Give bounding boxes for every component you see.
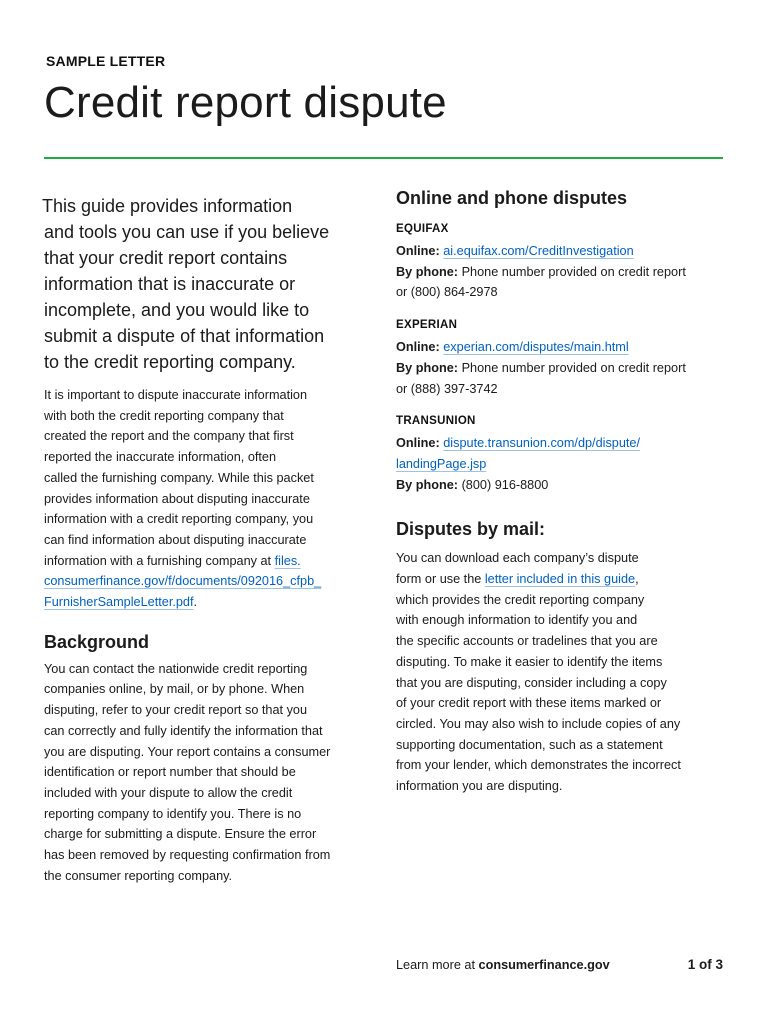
right-column bbox=[396, 188, 731, 797]
transunion-online-link[interactable]: landingPage.jsp bbox=[396, 456, 487, 471]
mail-line: disputing. To make it easier to identify the items bbox=[396, 654, 663, 669]
background-line: disputing, refer to your credit report so that you bbox=[44, 703, 308, 718]
online-label: Online: bbox=[396, 436, 440, 451]
mail-line: supporting documentation, such as a statement bbox=[396, 737, 663, 752]
mail-line: information you are disputing. bbox=[396, 779, 563, 794]
intro-line: can find information about disputing inaccurate bbox=[44, 532, 307, 547]
furnisher-letter-link[interactable]: files. bbox=[274, 553, 301, 568]
background-line: has been removed by requesting confirmation from bbox=[44, 848, 331, 863]
mail-paragraph bbox=[396, 548, 731, 796]
background-line: identification or report number that should be bbox=[44, 765, 296, 780]
background-line: included with your dispute to allow the credit bbox=[44, 785, 293, 800]
equifax-phone-number: or (800) 864-2978 bbox=[396, 285, 498, 300]
lead-line: and tools you can use if you believe bbox=[44, 222, 330, 242]
title-divider bbox=[44, 157, 723, 159]
intro-paragraph bbox=[44, 385, 374, 613]
equifax-label: EQUIFAX bbox=[396, 223, 449, 235]
online-phone-heading: Online and phone disputes bbox=[396, 188, 628, 208]
background-line: reporting company to identify you. There is no bbox=[44, 806, 302, 821]
mail-line: from your lender, which demonstrates the incorrect bbox=[396, 758, 681, 773]
background-paragraph bbox=[44, 659, 374, 887]
experian-label: EXPERIAN bbox=[396, 319, 458, 332]
letter-in-guide-link[interactable]: letter included in this guide bbox=[484, 572, 636, 587]
transunion-online-row bbox=[396, 433, 731, 454]
background-line: the consumer reporting company. bbox=[44, 868, 233, 883]
mail-line: You can download each company’s dispute bbox=[396, 551, 639, 566]
left-column bbox=[44, 193, 374, 886]
transunion-phone-row bbox=[396, 475, 731, 496]
intro-line: information with a furnishing company at bbox=[44, 553, 275, 568]
transunion-label: TRANSUNION bbox=[396, 415, 476, 428]
online-label: Online: bbox=[396, 340, 440, 355]
eyebrow-label: SAMPLE LETTER bbox=[46, 53, 166, 69]
lead-line: that your credit report contains bbox=[44, 248, 288, 268]
mail-line: of your credit report with these items marked or bbox=[396, 696, 662, 711]
online-label: Online: bbox=[396, 244, 440, 258]
page-number: 1 of 3 bbox=[687, 957, 723, 972]
experian-online-link[interactable]: experian.com/disputes/main.html bbox=[443, 340, 629, 355]
lead-line: information that is inaccurate or bbox=[44, 274, 296, 294]
background-line: companies online, by mail, or by phone. When bbox=[44, 682, 305, 697]
background-line: You can contact the nationwide credit reporting bbox=[44, 661, 308, 676]
intro-link-line bbox=[44, 592, 374, 613]
background-line: charge for submitting a dispute. Ensure the error bbox=[44, 827, 317, 842]
furnisher-letter-link[interactable]: FurnisherSampleLetter.pdf bbox=[44, 595, 194, 610]
experian-phone-number: or (888) 397-3742 bbox=[396, 381, 498, 396]
equifax-online-row bbox=[396, 241, 731, 262]
intro-line: It is important to dispute inaccurate information bbox=[44, 388, 308, 402]
experian-phone-text: Phone number provided on credit report bbox=[461, 360, 686, 375]
intro-line: reported the inaccurate information, often bbox=[44, 450, 277, 465]
intro-line-with-link bbox=[44, 551, 374, 572]
intro-line: provides information about disputing inaccurate bbox=[44, 491, 310, 506]
footer-learn-more bbox=[396, 958, 610, 972]
equifax-phone-row bbox=[396, 262, 731, 283]
intro-line: called the furnishing company. While this packet bbox=[44, 470, 314, 485]
mail-line: that you are disputing, consider including a copy bbox=[396, 675, 667, 690]
background-line: you are disputing. Your report contains a consumer bbox=[44, 744, 331, 759]
background-line: can correctly and fully identify the information that bbox=[44, 723, 323, 738]
transunion-online-row-2 bbox=[396, 454, 731, 475]
phone-label: By phone: bbox=[396, 477, 459, 492]
mail-line: the specific accounts or tradelines that you are bbox=[396, 634, 658, 649]
lead-line: to the credit reporting company. bbox=[44, 352, 296, 372]
phone-label: By phone: bbox=[396, 264, 459, 279]
lead-line: incomplete, and you would like to bbox=[44, 300, 310, 320]
intro-link-line bbox=[44, 571, 374, 592]
intro-line: with both the credit reporting company that bbox=[44, 408, 284, 423]
mail-comma: , bbox=[635, 572, 639, 587]
mail-line: with enough information to identify you and bbox=[396, 613, 638, 628]
equifax-phone-text: Phone number provided on credit report bbox=[461, 264, 686, 279]
phone-label: By phone: bbox=[396, 360, 459, 375]
intro-line: information with a credit reporting company, you bbox=[44, 512, 314, 527]
lead-line: This guide provides information bbox=[42, 196, 293, 216]
transunion-online-link[interactable]: dispute.transunion.com/dp/dispute/ bbox=[443, 436, 641, 451]
mail-line: form or use the bbox=[396, 572, 485, 587]
background-heading: Background bbox=[44, 631, 150, 652]
mail-line: circled. You may also wish to include copies of any bbox=[396, 716, 681, 731]
transunion-phone-number: (800) 916-8800 bbox=[461, 477, 549, 492]
lead-line: submit a dispute of that information bbox=[44, 326, 325, 346]
intro-period: . bbox=[193, 595, 198, 610]
mail-heading: Disputes by mail: bbox=[396, 519, 546, 540]
lead-paragraph bbox=[44, 193, 374, 375]
furnisher-letter-link[interactable]: consumerfinance.gov/f/documents/092016_cfpb_ bbox=[44, 574, 322, 589]
experian-online-row bbox=[396, 337, 731, 358]
experian-phone-row bbox=[396, 358, 731, 379]
intro-line: created the report and the company that first bbox=[44, 429, 294, 444]
footer-learn-prefix: Learn more at bbox=[396, 958, 479, 972]
footer-site-link[interactable]: consumerfinance.gov bbox=[478, 958, 610, 972]
mail-line: which provides the credit reporting company bbox=[396, 592, 645, 607]
page-title: Credit report dispute bbox=[44, 78, 447, 127]
mail-line-with-link bbox=[396, 569, 731, 590]
equifax-online-link[interactable]: ai.equifax.com/CreditInvestigation bbox=[443, 244, 634, 258]
